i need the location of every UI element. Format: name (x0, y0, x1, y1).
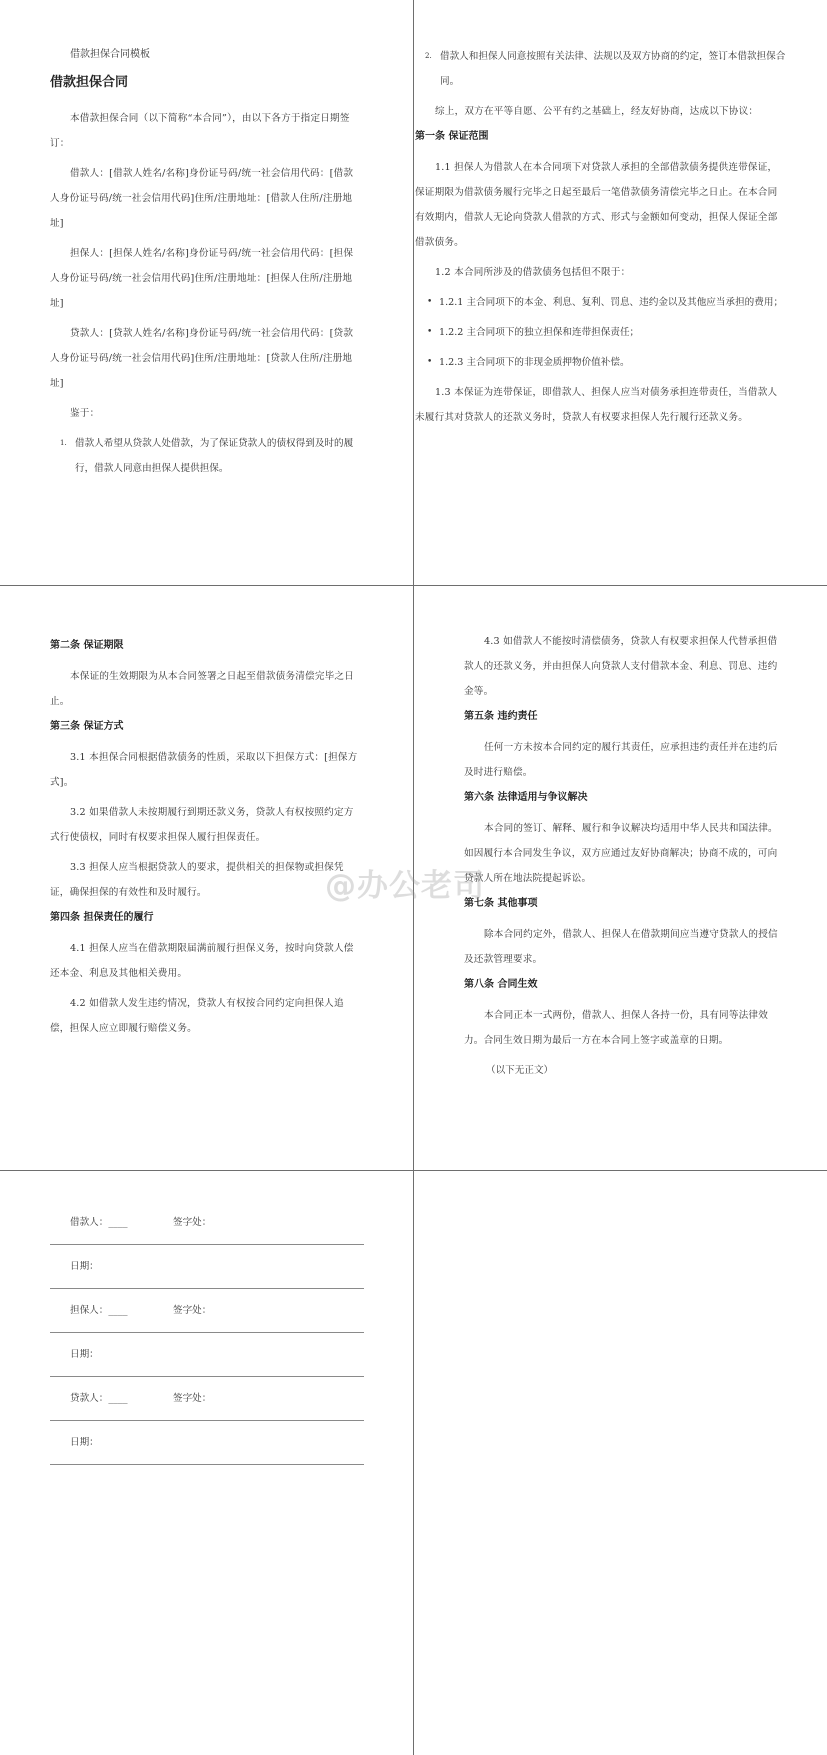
article-6-text: 本合同的签订、解释、履行和争议解决均适用中华人民共和国法律。如因履行本合同发生争议，双方应通过友好协商解决；协商不成的，可向贷款人所在地法院提起诉讼。 (464, 823, 778, 884)
article-4-heading: 第四条 担保责任的履行 (50, 912, 154, 923)
bullet-item (415, 320, 787, 345)
summary-paragraph: 综上，双方在平等自愿、公平有约之基础上，经友好协商，达成以下协议： (435, 106, 759, 117)
signature-label: 担保人：____ (70, 1305, 128, 1316)
bullet-icon: • (427, 297, 433, 307)
bullet-text: 1.2.3 主合同项下的非现金质押物价值补偿。 (439, 357, 630, 368)
article-8-heading: 第八条 合同生效 (464, 979, 538, 990)
date-label: 日期： (70, 1261, 99, 1272)
bullet-icon: • (427, 357, 433, 367)
article-1-2: 1.2 本合同所涉及的借款债务包括但不限于： (435, 267, 631, 278)
list-item-text: 借款人希望从贷款人处借款，为了保证贷款人的债权得到及时的履行，借款人同意由担保人提供担保。 (75, 438, 354, 474)
article-2-heading: 第二条 保证期限 (50, 640, 124, 651)
article-8-text: 本合同正本一式两份，借款人、担保人各持一份，具有同等法律效力。合同生效日期为最后一方在本合同上签字或盖章的日期。 (464, 1010, 769, 1046)
watermark: @办公老司 (325, 868, 485, 904)
article-3-1: 3.1 本担保合同根据借款债务的性质，采取以下担保方式：[担保方式]。 (50, 752, 358, 788)
article-3-2: 3.2 如果借款人未按期履行到期还款义务，贷款人有权按照约定方式行使债权，同时有权要求担保人履行担保责任。 (50, 807, 354, 843)
signature-row-borrower (50, 1201, 364, 1245)
signature-row-lender (50, 1377, 364, 1421)
page-2 (413, 0, 827, 586)
date-label: 日期： (70, 1437, 99, 1448)
signature-row-guarantor (50, 1289, 364, 1333)
guarantor-paragraph: 担保人：[担保人姓名/名称]身份证号码/统一社会信用代码：[担保人身份证号码/统一社会信用代码]住所/注册地址：[担保人住所/注册地址] (50, 248, 354, 309)
page-5 (0, 1170, 414, 1755)
date-label: 日期： (70, 1349, 99, 1360)
article-4-2: 4.2 如借款人发生违约情况，贷款人有权按合同约定向担保人追偿，担保人应立即履行赔偿义务。 (50, 998, 344, 1034)
bullet-text: 1.2.1 主合同项下的本金、利息、复利、罚息、违约金以及其他应当承担的费用； (439, 297, 784, 308)
date-row-lender (50, 1421, 364, 1465)
closing-note: （以下无正文） (486, 1065, 554, 1076)
document-label: 借款担保合同模板 (70, 49, 150, 60)
intro-paragraph: 本借款担保合同（以下简称“本合同”），由以下各方于指定日期签订： (50, 113, 350, 149)
article-1-3: 1.3 本保证为连带保证，即借款人、担保人应当对债务承担连带责任，当借款人未履行其对贷款人的还款义务时，贷款人有权要求担保人先行履行还款义务。 (415, 387, 778, 423)
article-6-heading: 第六条 法律适用与争议解决 (464, 792, 588, 803)
article-1-heading: 第一条 保证范围 (415, 131, 489, 142)
page-1 (0, 0, 414, 586)
bullet-text: 1.2.2 主合同项下的独立担保和连带担保责任； (439, 327, 640, 338)
date-row-guarantor (50, 1333, 364, 1377)
article-4-1: 4.1 担保人应当在借款期限届满前履行担保义务，按时向贷款人偿还本金、利息及其他相关费用。 (50, 943, 354, 979)
borrower-paragraph: 借款人：[借款人姓名/名称]身份证号码/统一社会信用代码：[借款人身份证号码/统一社会信用代码]住所/注册地址：[借款人住所/注册地址] (50, 168, 354, 229)
article-4-3: 4.3 如借款人不能按时清偿债务，贷款人有权要求担保人代替承担借款人的还款义务，并由担保人向贷款人支付借款本金、利息、罚息、违约金等。 (464, 636, 778, 697)
signature-label: 贷款人：____ (70, 1393, 128, 1404)
article-2-text: 本保证的生效期限为从本合同签署之日起至借款债务清偿完毕之日止。 (50, 671, 355, 707)
bullet-icon: • (427, 327, 433, 337)
article-3-3: 3.3 担保人应当根据贷款人的要求，提供相关的担保物或担保凭证，确保担保的有效性和及时履行。 (50, 862, 344, 898)
article-5-text: 任何一方未按本合同约定的履行其责任，应承担违约责任并在违约后及时进行赔偿。 (464, 742, 778, 778)
list-number: 2. (425, 52, 432, 60)
page-6-blank (413, 1170, 827, 1755)
signature-field: 签字处： (173, 1217, 212, 1228)
whereas-item-1 (50, 431, 362, 481)
signature-field: 签字处： (173, 1305, 212, 1316)
signature-field: 签字处： (173, 1393, 212, 1404)
lender-paragraph: 贷款人：[贷款人姓名/名称]身份证号码/统一社会信用代码：[贷款人身份证号码/统一社会信用代码]住所/注册地址：[贷款人住所/注册地址] (50, 328, 354, 389)
bullet-item (415, 350, 787, 375)
article-7-text: 除本合同约定外，借款人、担保人在借款期间应当遵守贷款人的授信及还款管理要求。 (464, 929, 778, 965)
list-item-text: 借款人和担保人同意按照有关法律、法规以及双方协商的约定，签订本借款担保合同。 (440, 51, 786, 87)
bullet-item (415, 290, 787, 315)
list-number: 1. (60, 439, 67, 447)
date-row-borrower (50, 1245, 364, 1289)
whereas-paragraph: 鉴于： (70, 408, 100, 419)
article-5-heading: 第五条 违约责任 (464, 711, 538, 722)
article-7-heading: 第七条 其他事项 (464, 898, 538, 909)
article-1-1: 1.1 担保人为借款人在本合同项下对贷款人承担的全部借款债务提供连带保证，保证期限为借款债务履行完毕之日起至最后一笔借款债务清偿完毕之日止。在本合同有效期内，借款人无论向贷款人借款的方式、形式与金额如何变动，担保人保证全部借款债务。 (415, 162, 778, 248)
whereas-item-2 (415, 44, 787, 94)
signature-label: 借款人：____ (70, 1217, 128, 1228)
article-3-heading: 第三条 保证方式 (50, 721, 124, 732)
document-title: 借款担保合同 (50, 75, 129, 90)
